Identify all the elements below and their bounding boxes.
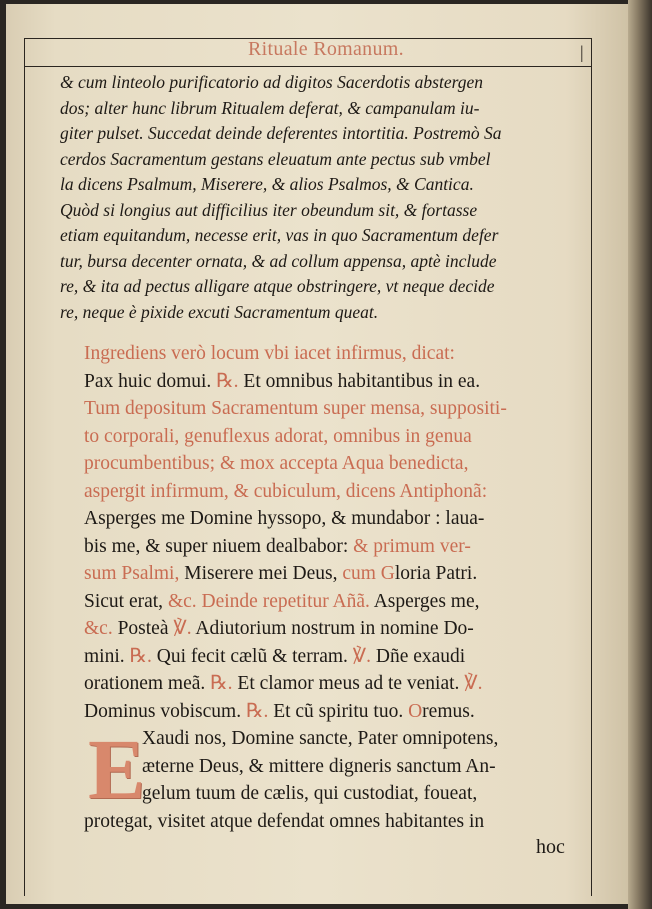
text-line <box>84 478 580 506</box>
italic-line: re, neque è pixide excuti Sacramentum queat. <box>60 301 379 322</box>
text-line <box>84 423 580 451</box>
rubric-run: ℞. <box>210 673 238 694</box>
drop-cap-initial: E <box>88 721 146 817</box>
rubric-run: Tum depositum Sacramentum super mensa, suppositi- <box>84 398 507 419</box>
italic-line: re, & ita ad pectus alligare atque obstringere, vt neque decide <box>60 276 495 296</box>
italic-line: Quòd si longius aut difficilius iter obeundum sit, & fortasse <box>60 199 478 220</box>
text-run: Dñe exaudi <box>375 645 466 667</box>
text-run: Et clamor meus ad te veniat. <box>237 673 465 694</box>
prayer-line: Xaudi nos, Domine sancte, Pater omnipotens, <box>142 728 499 749</box>
text-line <box>84 588 580 616</box>
italic-line: & cum linteolo purificatorio ad digitos Sacerdotis abstergen <box>60 72 484 92</box>
text-line <box>84 615 580 643</box>
rubric-run: Ingrediens verò locum vbi iacet infirmus, dicat: <box>84 343 455 364</box>
rubric-run: ℞. <box>216 370 244 392</box>
text-run: Et cũ spiritu tuo. <box>273 700 409 722</box>
text-line <box>84 643 580 671</box>
text-line <box>84 533 580 561</box>
header-rule <box>24 66 592 67</box>
prayer-line: gelum tuum de cælis, qui custodiat, foueat, <box>142 783 478 804</box>
text-line <box>84 698 580 726</box>
book-edge <box>628 0 652 909</box>
text-run: Pax huic domui. <box>84 370 217 392</box>
prayer-paragraph <box>84 721 580 835</box>
text-line <box>84 560 580 588</box>
prayer-line: æterne Deus, & mittere digneris sanctum An- <box>142 755 496 777</box>
rubric-run: ℣. <box>464 673 483 694</box>
text-line <box>84 450 580 478</box>
rubric-italic-block <box>60 70 580 325</box>
rubric-run: cum G <box>342 563 395 584</box>
text-run: Et omnibus habitantibus in ea. <box>243 370 481 392</box>
prayer-line: protegat, visitet atque defendat omnes habitantes in <box>84 810 485 832</box>
rubric-run: ℞. <box>129 645 157 667</box>
text-line <box>84 670 580 698</box>
liturgical-text <box>84 340 580 835</box>
text-line <box>84 340 580 368</box>
text-run: Sicut erat, <box>84 590 168 612</box>
text-line <box>84 505 580 533</box>
rubric-run: procumbentibus; & mox accepta Aqua benedicta, <box>84 453 469 474</box>
rubric-run: & primum ver- <box>353 535 471 557</box>
italic-line: tur, bursa decenter ornata, & ad collum appensa, aptè include <box>60 250 497 271</box>
text-run: mini. <box>84 645 130 667</box>
italic-line: etiam equitandum, necesse erit, vas in quo Sacramentum defer <box>60 225 499 245</box>
catchword: hoc <box>536 836 565 858</box>
text-run: Dominus vobiscum. <box>84 700 246 722</box>
rubric-run: sum Psalmi, <box>84 563 185 584</box>
italic-line: cerdos Sacramentum gestans eleuatum ante pectus sub vmbel <box>60 148 491 169</box>
text-run: Posteà <box>117 618 174 639</box>
text-line <box>84 395 580 423</box>
text-run: Asperges me Domine hyssopo, & mundabor : laua- <box>84 508 485 529</box>
rubric-run: &c. Deinde repetitur Añã. <box>167 590 374 612</box>
text-run: Qui fecit cælũ & terram. <box>156 645 353 667</box>
rubric-run: aspergit infirmum, & cubiculum, dicens Antiphonã: <box>84 480 488 502</box>
text-line <box>84 368 580 396</box>
text-run: Adiutorium nostrum in nomine Do- <box>195 618 474 639</box>
rubric-run: ℞. <box>245 700 274 722</box>
text-run: orationem meã. <box>84 673 211 694</box>
text-run: bis me, & super niuem dealbabor: <box>84 535 354 557</box>
italic-line: giter pulset. Succedat deinde deferentes intortitia. Postremò Sa <box>60 123 502 143</box>
rubric-run: ℣. <box>352 645 376 667</box>
folio-mark: | <box>580 42 584 62</box>
text-run: Asperges me, <box>373 590 480 612</box>
rubric-run: ℣. <box>173 618 196 639</box>
italic-line: la dicens Psalmum, Miserere, & alios Psalmos, & Cantica. <box>60 174 474 194</box>
text-run: Miserere mei Deus, <box>184 563 343 584</box>
italic-line: dos; alter hunc librum Ritualem deferat, & campanulam iu- <box>60 97 480 118</box>
running-title: Rituale Romanum. <box>248 38 404 60</box>
text-run: loria Patri. <box>394 563 478 584</box>
text-run: remus. <box>422 700 475 722</box>
rubric-run: to corporali, genuflexus adorat, omnibus in genua <box>84 425 472 447</box>
rubric-run: &c. <box>84 618 118 639</box>
rubric-run: O <box>408 700 423 722</box>
